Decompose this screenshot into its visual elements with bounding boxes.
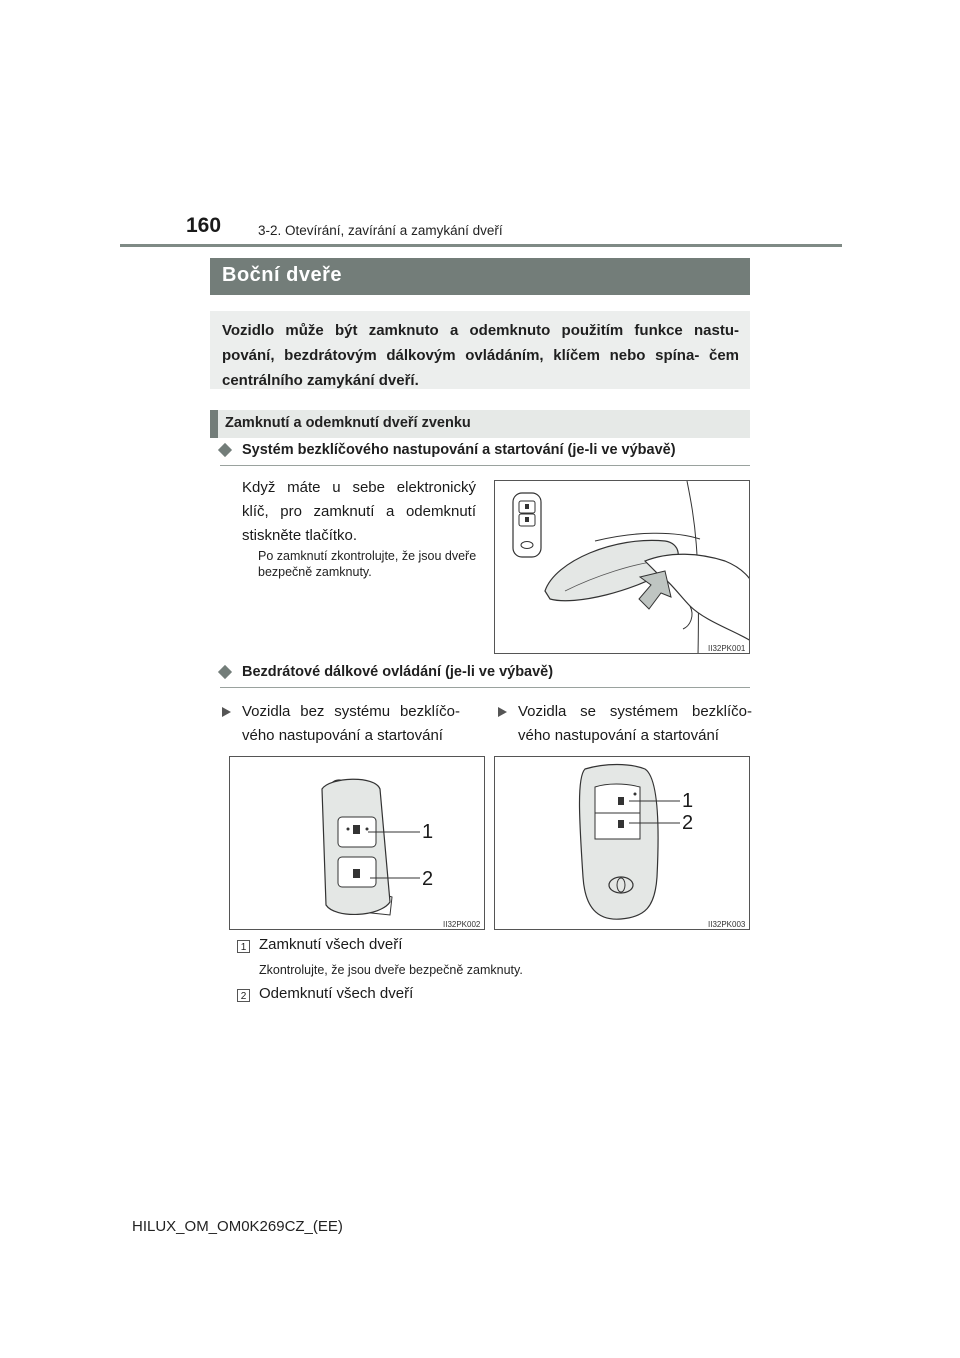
page-title-bar	[210, 258, 750, 295]
page-title: Boční dveře	[222, 264, 342, 286]
smart-entry-heading-text: Systém bezklíčového nastupování a startování (je-li ve výbavě)	[242, 442, 676, 458]
diamond-bullet-icon	[218, 665, 232, 679]
callout-2: 2	[422, 868, 434, 890]
legend-text-2: Odemknutí všech dveří	[259, 985, 414, 1002]
smart-key-illustration	[495, 757, 750, 930]
intro-box	[210, 311, 750, 389]
intro-text: Vozidlo může být zamknuto a odemknuto použitím funkce nastu- pování, bezdrátovým dálkovým ovládáním, klíčem nebo spína- čem centrálního zamykání dveří.	[222, 322, 739, 389]
legend-text-1: Zamknutí všech dveří	[259, 936, 403, 953]
legend-number-1: 1	[237, 940, 250, 953]
figure-code: II32PK003	[708, 920, 746, 929]
page-number: 160	[186, 214, 222, 237]
smart-entry-heading	[220, 441, 750, 466]
remote-heading	[220, 663, 750, 688]
diamond-bullet-icon	[218, 443, 232, 457]
figure-code: II32PK002	[443, 920, 481, 929]
legend-number-2: 2	[237, 989, 250, 1002]
subsection-heading	[210, 410, 750, 438]
section-reference: 3-2. Otevírání, zavírání a zamykání dveří	[258, 223, 503, 238]
remote-label-with-smart: Vozidla se systémem bezklíčo- vého nastupování a startování	[496, 700, 752, 748]
callout-1: 1	[422, 821, 434, 843]
door-handle-figure	[494, 480, 750, 654]
smart-entry-note: Po zamknutí zkontrolujte, že jsou dveře bezpečně zamknuty.	[258, 549, 477, 579]
flip-key-illustration	[230, 757, 485, 930]
remote-heading-text: Bezdrátové dálkové ovládání (je-li ve výbavě)	[242, 664, 554, 680]
triangle-bullet-icon	[498, 707, 507, 717]
figure-code: II32PK001	[708, 644, 746, 653]
remote-label-without-smart: Vozidla bez systému bezklíčo- vého nastupování a startování	[220, 700, 460, 748]
smart-key-figure	[494, 756, 750, 930]
subsection-marker	[210, 410, 218, 438]
subsection-title: Zamknutí a odemknutí dveří zvenku	[225, 415, 471, 431]
header-divider	[120, 244, 842, 247]
smart-entry-body: Když máte u sebe elektronický klíč, pro zamknutí a odemknutí stiskněte tlačítko.	[242, 479, 476, 544]
triangle-bullet-icon	[222, 707, 231, 717]
door-handle-illustration	[495, 481, 750, 654]
callout-2: 2	[682, 812, 694, 834]
callout-1: 1	[682, 790, 694, 812]
flip-key-figure	[229, 756, 485, 930]
document-footer: HILUX_OM_OM0K269CZ_(EE)	[132, 1218, 343, 1235]
legend-note-1: Zkontrolujte, že jsou dveře bezpečně zamknuty.	[259, 963, 523, 977]
